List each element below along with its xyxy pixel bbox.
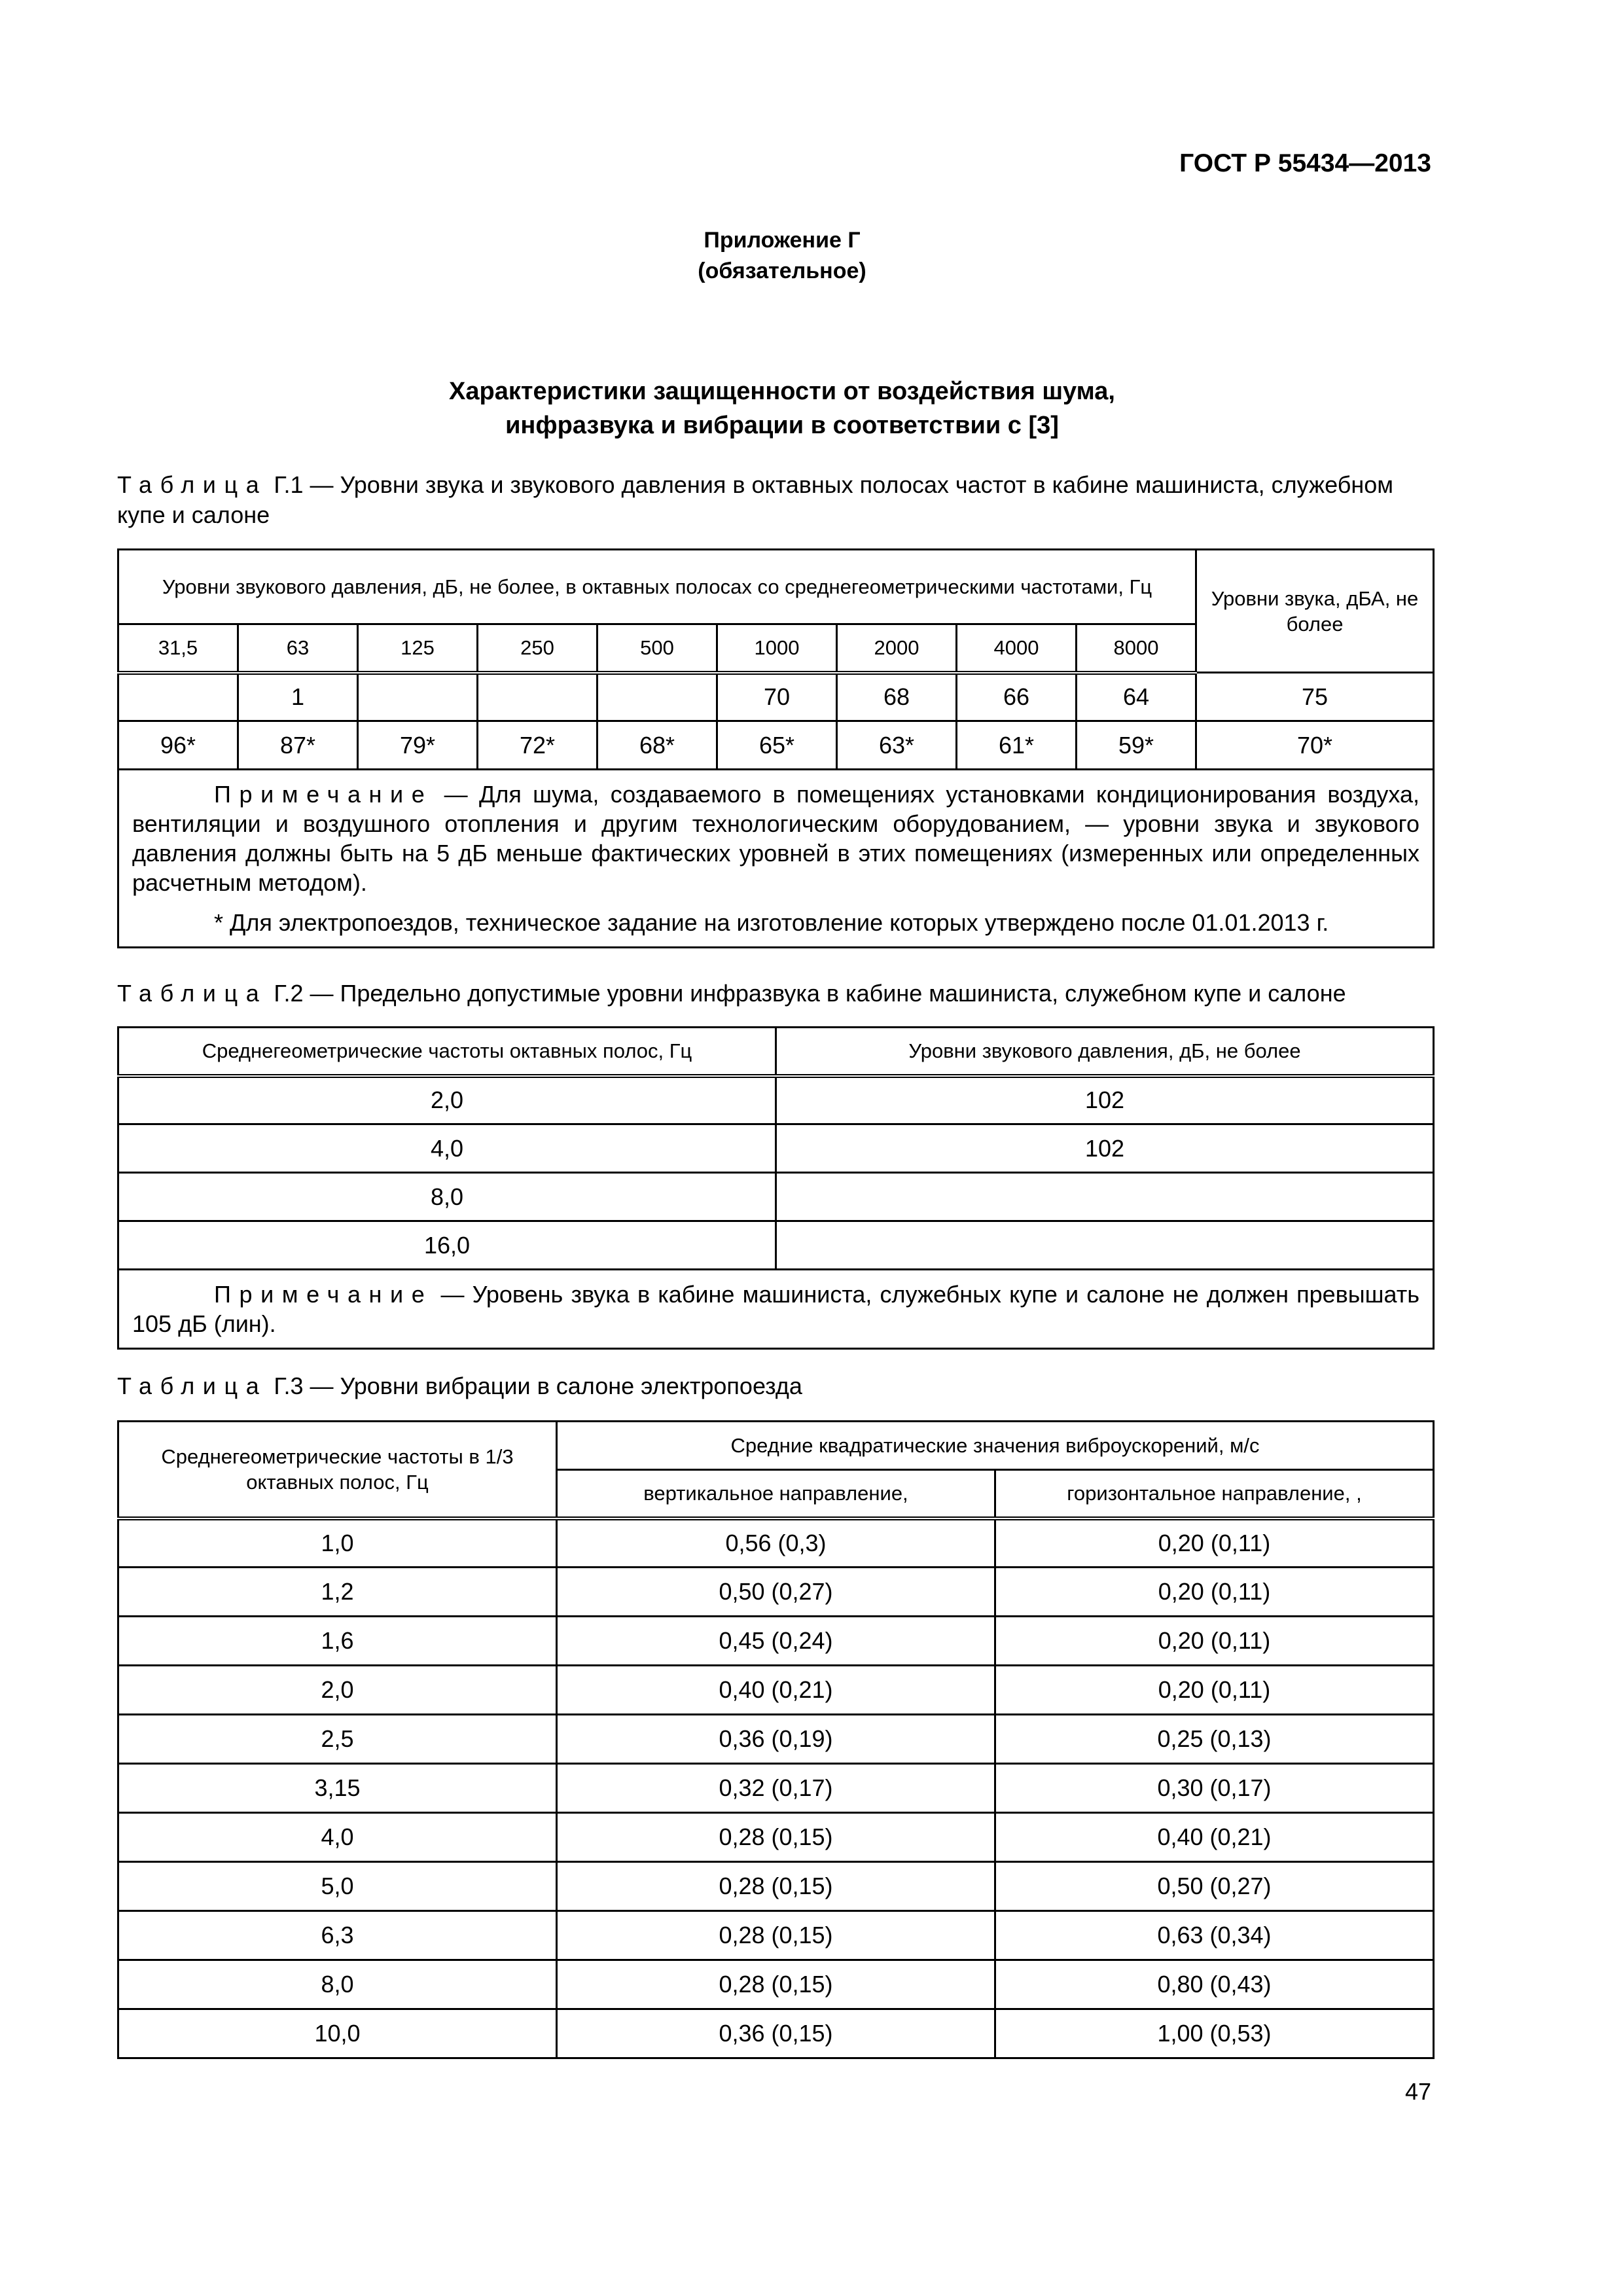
appendix-status: (обязательное) bbox=[698, 259, 866, 283]
table1-caption-word: Таблица bbox=[117, 471, 268, 498]
table-cell: 1,0 bbox=[118, 1518, 557, 1568]
table-cell: 0,20 (0,11) bbox=[995, 1666, 1434, 1715]
table-row bbox=[118, 1124, 1434, 1173]
table1-freq-header: 31,5 bbox=[118, 624, 238, 673]
table-cell: 87* bbox=[238, 721, 358, 770]
table-cell: 70 bbox=[717, 673, 837, 721]
table-cell: 75 bbox=[1196, 673, 1434, 721]
table1-note-word: Примечание bbox=[214, 781, 433, 808]
table3-header-vertical: вертикальное направление, bbox=[557, 1470, 995, 1518]
table-cell: 0,25 (0,13) bbox=[995, 1715, 1434, 1764]
table-cell: 1,00 (0,53) bbox=[995, 2009, 1434, 2058]
table-cell: 0,40 (0,21) bbox=[995, 1813, 1434, 1862]
table-row bbox=[118, 1173, 1434, 1221]
table-cell: 5,0 bbox=[118, 1862, 557, 1911]
table1-freq-header: 8000 bbox=[1077, 624, 1196, 673]
table-cell: 0,28 (0,15) bbox=[557, 1862, 995, 1911]
table-row bbox=[118, 2009, 1434, 2058]
table-cell: 0,40 (0,21) bbox=[557, 1666, 995, 1715]
table-row bbox=[118, 673, 1434, 721]
table2-note-text bbox=[132, 1280, 1419, 1338]
table-cell bbox=[776, 1173, 1434, 1221]
table1-freq-header: 500 bbox=[597, 624, 717, 673]
table1-freq-header: 125 bbox=[358, 624, 478, 673]
table-row bbox=[118, 1221, 1434, 1270]
table2-caption-word: Таблица bbox=[117, 980, 268, 1007]
table-2 bbox=[117, 1026, 1435, 1350]
table-cell bbox=[478, 673, 597, 721]
table-3 bbox=[117, 1420, 1435, 2059]
table1-freq-header: 250 bbox=[478, 624, 597, 673]
table-cell bbox=[118, 673, 238, 721]
table-1 bbox=[117, 548, 1435, 948]
table1-note-body: — Для шума, создаваемого в помещениях установками кондиционирования воздуха, вентиляции и воздушного отопления и другим технологическим оборудованием, — уровни звука и звукового давления должны быть на 5 дБ меньше фактических уровней в этих помещениях (измеренных или определенных расчетным методом). bbox=[132, 781, 1420, 896]
table-cell: 1 bbox=[238, 673, 358, 721]
table-row bbox=[118, 1076, 1434, 1124]
table-row bbox=[118, 721, 1434, 770]
table-cell: 0,45 (0,24) bbox=[557, 1617, 995, 1666]
table-cell: 102 bbox=[776, 1076, 1434, 1124]
table-row bbox=[118, 1813, 1434, 1862]
table2-caption bbox=[117, 978, 1433, 1009]
table1-note-text bbox=[132, 780, 1419, 897]
table3-caption bbox=[117, 1371, 1433, 1401]
table-cell bbox=[776, 1221, 1434, 1270]
table1-freq-header: 2000 bbox=[837, 624, 957, 673]
table2-note-word: Примечание bbox=[214, 1281, 433, 1308]
table-cell: 63* bbox=[837, 721, 957, 770]
page-number: 47 bbox=[1404, 2078, 1431, 2105]
table-cell: 16,0 bbox=[118, 1221, 776, 1270]
table-cell: 1,6 bbox=[118, 1617, 557, 1666]
table-row bbox=[118, 1960, 1434, 2009]
table-cell: 2,5 bbox=[118, 1715, 557, 1764]
table-cell: 10,0 bbox=[118, 2009, 557, 2058]
table-cell: 0,28 (0,15) bbox=[557, 1813, 995, 1862]
table2-note-body: — Уровень звука в кабине машиниста, служебных купе и салоне не должен превышать 105 дБ (лин). bbox=[132, 1281, 1419, 1337]
table-cell: 79* bbox=[358, 721, 478, 770]
table2-note bbox=[118, 1270, 1434, 1349]
appendix-heading bbox=[0, 225, 1564, 287]
table1-note bbox=[118, 770, 1434, 948]
table-cell: 2,0 bbox=[118, 1076, 776, 1124]
table-cell: 0,56 (0,3) bbox=[557, 1518, 995, 1568]
table2-caption-text: Г.2 — Предельно допустимые уровни инфразвука в кабине машиниста, служебном купе и салоне bbox=[274, 980, 1346, 1007]
table1-caption bbox=[117, 470, 1433, 530]
table3-caption-word: Таблица bbox=[117, 1372, 268, 1399]
table2-header-pressure: Уровни звукового давления, дБ, не более bbox=[776, 1028, 1434, 1076]
table-cell: 0,28 (0,15) bbox=[557, 1960, 995, 2009]
table-row bbox=[118, 1862, 1434, 1911]
table-cell: 0,50 (0,27) bbox=[995, 1862, 1434, 1911]
table-cell: 68 bbox=[837, 673, 957, 721]
table-cell: 72* bbox=[478, 721, 597, 770]
table-cell: 0,20 (0,11) bbox=[995, 1617, 1434, 1666]
table1-header-main: Уровни звукового давления, дБ, не более, в октавных полосах со среднегеометрическими частотами, Гц bbox=[118, 550, 1196, 624]
table-cell: 102 bbox=[776, 1124, 1434, 1173]
table-cell: 70* bbox=[1196, 721, 1434, 770]
table-cell: 66 bbox=[957, 673, 1077, 721]
table3-header-group: Средние квадратические значения виброускорений, м/с bbox=[557, 1422, 1434, 1470]
table-cell: 0,20 (0,11) bbox=[995, 1568, 1434, 1617]
table1-freq-header: 63 bbox=[238, 624, 358, 673]
table-cell: 0,36 (0,19) bbox=[557, 1715, 995, 1764]
table1-freq-header: 4000 bbox=[957, 624, 1077, 673]
table-cell: 0,63 (0,34) bbox=[995, 1911, 1434, 1960]
table-cell: 96* bbox=[118, 721, 238, 770]
table-row bbox=[118, 1715, 1434, 1764]
table-row bbox=[118, 1518, 1434, 1568]
table1-caption-text: Г.1 — Уровни звука и звукового давления в октавных полосах частот в кабине машиниста, служебном купе и салоне bbox=[117, 471, 1394, 528]
table-cell: 8,0 bbox=[118, 1173, 776, 1221]
table-cell: 2,0 bbox=[118, 1666, 557, 1715]
page-title bbox=[0, 374, 1564, 442]
table-cell: 59* bbox=[1077, 721, 1196, 770]
page-title-line-1: Характеристики защищенности от воздействия шума, bbox=[449, 378, 1115, 405]
table-cell: 4,0 bbox=[118, 1813, 557, 1862]
table-cell: 68* bbox=[597, 721, 717, 770]
table-cell: 0,32 (0,17) bbox=[557, 1764, 995, 1813]
table-cell: 8,0 bbox=[118, 1960, 557, 2009]
table-cell: 0,50 (0,27) bbox=[557, 1568, 995, 1617]
document-id: ГОСТ Р 55434—2013 bbox=[1179, 149, 1431, 177]
table-row bbox=[118, 1666, 1434, 1715]
table3-header-horizontal: горизонтальное направление, , bbox=[995, 1470, 1434, 1518]
table-cell: 0,28 (0,15) bbox=[557, 1911, 995, 1960]
table-cell: 0,20 (0,11) bbox=[995, 1518, 1434, 1568]
table-row bbox=[118, 1911, 1434, 1960]
table-cell: 64 bbox=[1077, 673, 1196, 721]
table-row bbox=[118, 1617, 1434, 1666]
appendix-label: Приложение Г bbox=[704, 228, 861, 253]
table1-freq-header: 1000 bbox=[717, 624, 837, 673]
table-cell: 1,2 bbox=[118, 1568, 557, 1617]
table-cell bbox=[358, 673, 478, 721]
table-cell: 61* bbox=[957, 721, 1077, 770]
table-row bbox=[118, 1764, 1434, 1813]
table-cell: 0,36 (0,15) bbox=[557, 2009, 995, 2058]
page-title-line-2: инфразвука и вибрации в соответствии с [3] bbox=[505, 412, 1059, 439]
table2-header-frequency: Среднегеометрические частоты октавных полос, Гц bbox=[118, 1028, 776, 1076]
table3-header-frequency: Среднегеометрические частоты в 1/3 октавных полос, Гц bbox=[118, 1422, 557, 1518]
table-cell: 3,15 bbox=[118, 1764, 557, 1813]
table-cell: 4,0 bbox=[118, 1124, 776, 1173]
table1-footnote: * Для электропоездов, техническое задание на изготовление которых утверждено после 01.01.2013 г. bbox=[214, 909, 1329, 936]
table-cell: 65* bbox=[717, 721, 837, 770]
table1-header-sound-level: Уровни звука, дБА, не более bbox=[1196, 550, 1434, 673]
table-row bbox=[118, 1568, 1434, 1617]
table-cell: 0,30 (0,17) bbox=[995, 1764, 1434, 1813]
table-cell: 6,3 bbox=[118, 1911, 557, 1960]
table-cell: 0,80 (0,43) bbox=[995, 1960, 1434, 2009]
table3-caption-text: Г.3 — Уровни вибрации в салоне электропоезда bbox=[274, 1372, 802, 1399]
table-cell bbox=[597, 673, 717, 721]
